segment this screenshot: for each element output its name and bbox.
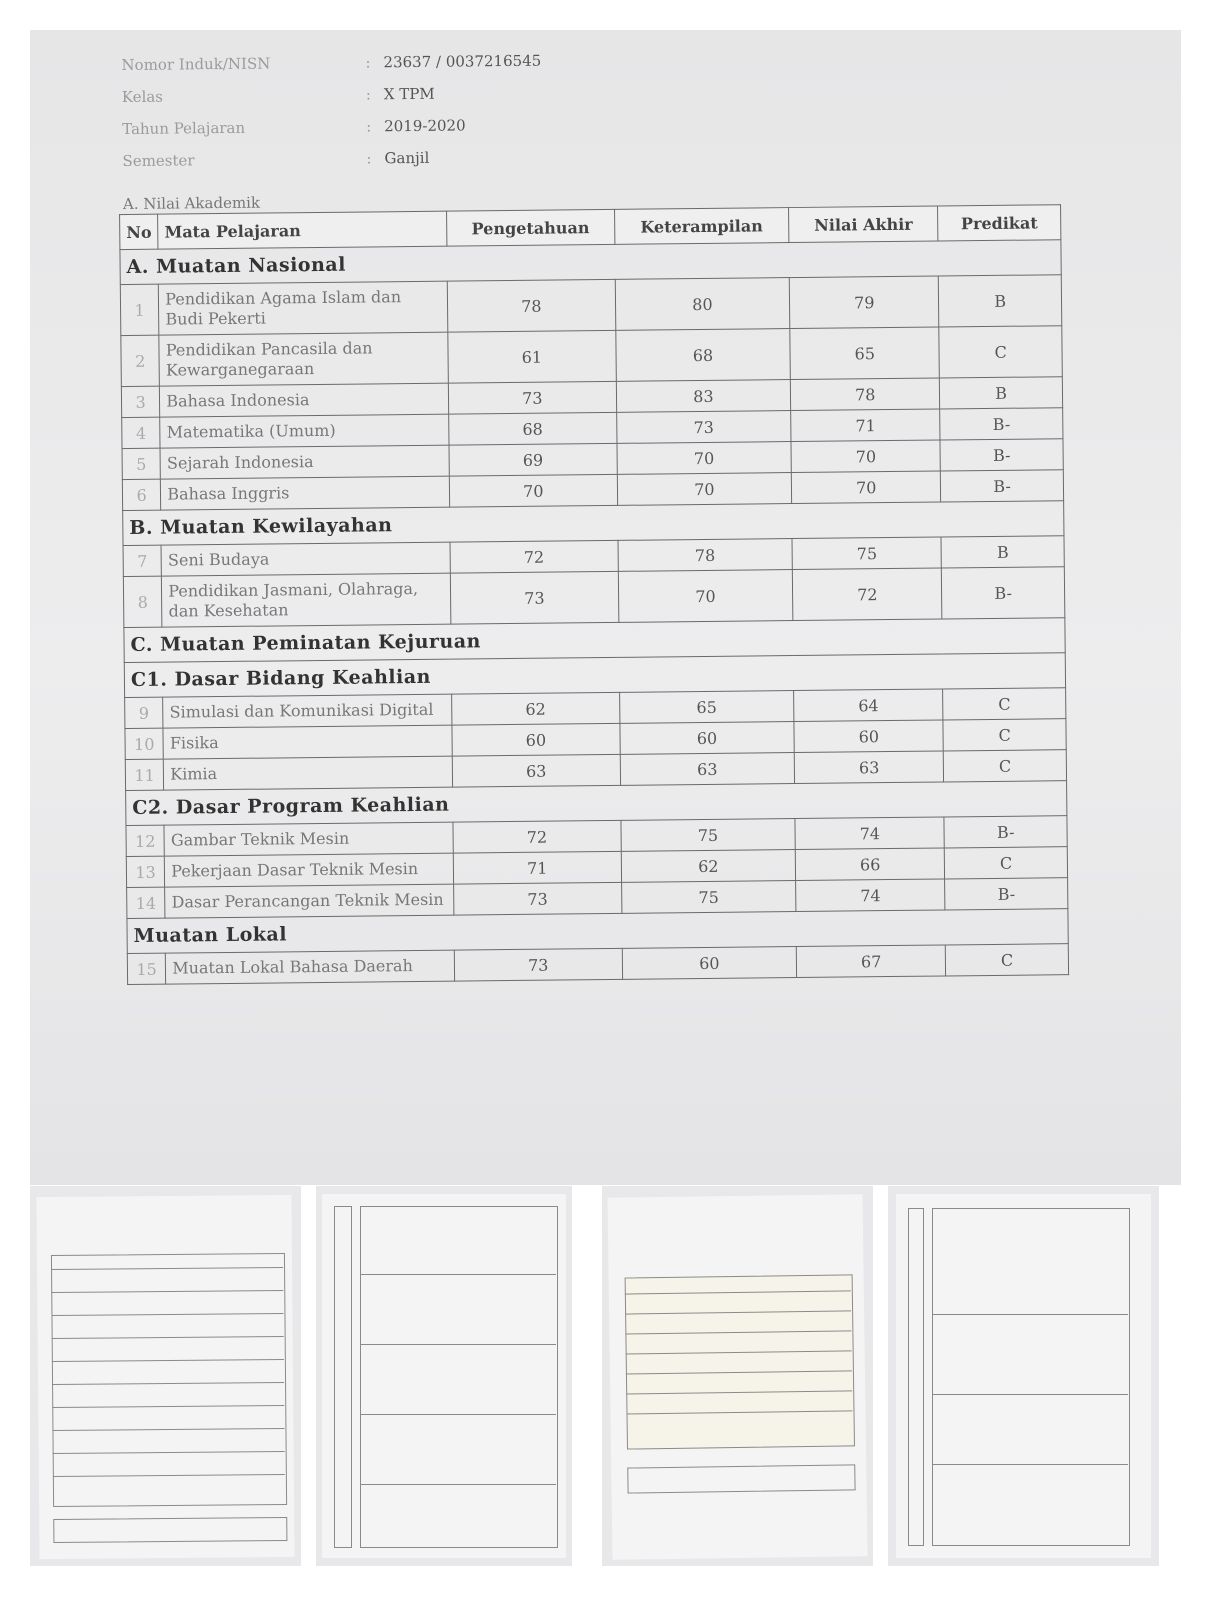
info-label: Nomor Induk/NISN [121,54,271,75]
cell-nilai-akhir: 70 [791,440,940,473]
cell-mata-pelajaran: Pekerjaan Dasar Teknik Mesin [165,853,454,887]
cell-predikat: C [943,719,1066,751]
cell-no: 5 [122,448,161,479]
cell-pengetahuan: 62 [452,692,620,725]
header-no: No [120,214,159,249]
cell-mata-pelajaran: Sejarah Indonesia [160,445,449,479]
student-info [121,45,542,177]
cell-predikat: C [939,326,1062,378]
info-label: Tahun Pelajaran [122,118,246,139]
cell-nilai-akhir: 75 [792,537,941,570]
section-title: A. Nilai Akademik [122,193,261,214]
group-title: Muatan Lokal [127,909,1068,954]
header-keterampilan: Keterampilan [614,208,789,245]
group-title: B. Muatan Kewilayahan [123,501,1064,546]
thumbnail-table [360,1206,558,1548]
cell-predikat: B- [940,408,1063,440]
cell-mata-pelajaran: Pendidikan Jasmani, Olahraga, dan Kesehatan [162,573,451,627]
cell-no: 1 [120,284,159,335]
header-pengetahuan: Pengetahuan [447,209,615,246]
header-predikat: Predikat [938,205,1061,241]
cell-pengetahuan: 73 [450,571,618,624]
thumbnail-table [625,1274,855,1449]
cell-keterampilan: 80 [615,278,790,331]
cell-mata-pelajaran: Pendidikan Agama Islam dan Budi Pekerti [159,281,448,335]
cell-predikat: C [943,688,1066,720]
thumbnail-page [36,1195,294,1559]
cell-keterampilan: 78 [618,539,793,572]
info-label: Semester [122,151,195,171]
cell-no: 12 [126,825,165,856]
info-colon: : [365,53,371,72]
cell-mata-pelajaran: Pendidikan Pancasila dan Kewarganegaraan [159,332,448,386]
group-title: C. Muatan Peminatan Kejuruan [124,618,1065,663]
cell-pengetahuan: 73 [448,381,616,414]
cell-keterampilan: 83 [616,380,791,413]
cell-mata-pelajaran: Dasar Perancangan Teknik Mesin [165,884,454,918]
cell-predikat: C [944,750,1067,782]
cell-pengetahuan: 72 [450,540,618,573]
cell-keterampilan: 62 [621,850,796,883]
thumbnail-photo-3 [602,1186,873,1566]
thumbnail-photo-2 [316,1186,572,1566]
cell-mata-pelajaran: Simulasi dan Komunikasi Digital [163,694,452,728]
cell-pengetahuan: 61 [448,330,616,383]
thumbnail-photo-4 [888,1186,1159,1566]
cell-no: 6 [122,479,161,510]
cell-keterampilan: 65 [619,691,794,724]
cell-pengetahuan: 63 [452,754,620,787]
cell-mata-pelajaran: Bahasa Inggris [161,476,450,510]
cell-mata-pelajaran: Muatan Lokal Bahasa Daerah [166,950,455,984]
cell-keterampilan: 60 [622,947,797,980]
cell-pengetahuan: 70 [449,474,617,507]
info-label: Kelas [121,87,164,107]
info-value: 2019-2020 [384,116,466,136]
grades-table [119,204,1069,985]
thumbnail-notes-box [53,1517,287,1543]
cell-no: 15 [127,953,166,984]
cell-keterampilan: 73 [616,411,791,444]
info-row-semester [122,141,542,177]
thumbnail-table [932,1208,1130,1546]
cell-pengetahuan: 60 [452,723,620,756]
thumbnail-notes-box [908,1208,924,1546]
info-value: Ganjil [384,148,430,168]
group-title: A. Muatan Nasional [120,240,1061,285]
cell-pengetahuan: 73 [454,948,622,981]
cell-nilai-akhir: 64 [794,689,943,722]
cell-predikat: B- [945,878,1068,910]
cell-keterampilan: 70 [617,442,792,475]
cell-no: 4 [122,417,161,448]
cell-mata-pelajaran: Seni Budaya [161,542,450,576]
cell-keterampilan: 75 [621,881,796,914]
info-colon: : [366,117,372,136]
cell-predikat: B [939,275,1062,327]
cell-nilai-akhir: 66 [795,848,944,881]
info-value: X TPM [383,84,435,104]
cell-predikat: B- [941,470,1064,502]
cell-keterampilan: 70 [617,473,792,506]
cell-predikat: B- [940,439,1063,471]
cell-nilai-akhir: 72 [793,568,943,621]
thumbnail-page [896,1194,1151,1558]
cell-keterampilan: 60 [620,722,795,755]
cell-nilai-akhir: 74 [796,879,945,912]
cell-no: 8 [123,576,162,627]
info-row-tahun [122,109,542,145]
thumbnail-notes-box [627,1464,855,1493]
cell-nilai-akhir: 79 [789,276,939,329]
cell-mata-pelajaran: Bahasa Indonesia [160,383,449,417]
cell-mata-pelajaran: Matematika (Umum) [160,414,449,448]
cell-nilai-akhir: 78 [791,378,940,411]
cell-keterampilan: 70 [618,570,793,623]
cell-predikat: B [940,377,1063,409]
group-title: C1. Dasar Bidang Keahlian [124,653,1065,698]
thumbnail-photo-1 [30,1186,301,1566]
cell-keterampilan: 63 [620,753,795,786]
cell-no: 14 [127,887,166,918]
header-mata-pelajaran: Mata Pelajaran [158,211,447,249]
cell-no: 10 [125,728,164,759]
cell-mata-pelajaran: Gambar Teknik Mesin [164,822,453,856]
cell-no: 7 [123,545,162,576]
cell-pengetahuan: 78 [447,279,615,332]
grades-body [120,240,1069,985]
cell-pengetahuan: 73 [454,882,622,915]
cell-pengetahuan: 72 [453,820,621,853]
cell-keterampilan: 68 [615,329,790,382]
info-row-kelas [122,77,542,113]
cell-pengetahuan: 69 [449,443,617,476]
header-nilai-akhir: Nilai Akhir [789,206,938,243]
cell-predikat: B- [944,816,1067,848]
cell-nilai-akhir: 74 [795,817,944,850]
cell-no: 3 [121,386,160,417]
main-document-photo [30,30,1181,1185]
cell-nilai-akhir: 70 [791,471,940,504]
cell-predikat: B [941,536,1064,568]
report-card-page [30,30,1181,1185]
cell-predikat: C [946,944,1069,976]
thumbnail-notes-box [334,1206,352,1548]
cell-pengetahuan: 71 [453,851,621,884]
cell-nilai-akhir: 65 [790,327,940,380]
cell-mata-pelajaran: Kimia [164,756,453,790]
cell-keterampilan: 75 [621,819,796,852]
cell-no: 2 [121,335,160,386]
cell-mata-pelajaran: Fisika [163,725,452,759]
cell-nilai-akhir: 67 [796,945,945,978]
group-title: C2. Dasar Program Keahlian [126,781,1067,826]
cell-nilai-akhir: 60 [794,720,943,753]
info-colon: : [366,149,372,168]
cell-no: 11 [125,759,164,790]
info-value: 23637 / 0037216545 [383,51,542,72]
cell-no: 9 [125,697,164,728]
info-colon: : [365,85,371,104]
cell-nilai-akhir: 63 [794,751,943,784]
cell-predikat: B- [942,567,1065,619]
cell-nilai-akhir: 71 [791,409,940,442]
cell-no: 13 [126,856,165,887]
thumbnail-page [607,1194,867,1560]
info-row-nisn [121,45,541,81]
thumbnail-page [322,1194,566,1558]
cell-predikat: C [945,847,1068,879]
cell-pengetahuan: 68 [449,412,617,445]
